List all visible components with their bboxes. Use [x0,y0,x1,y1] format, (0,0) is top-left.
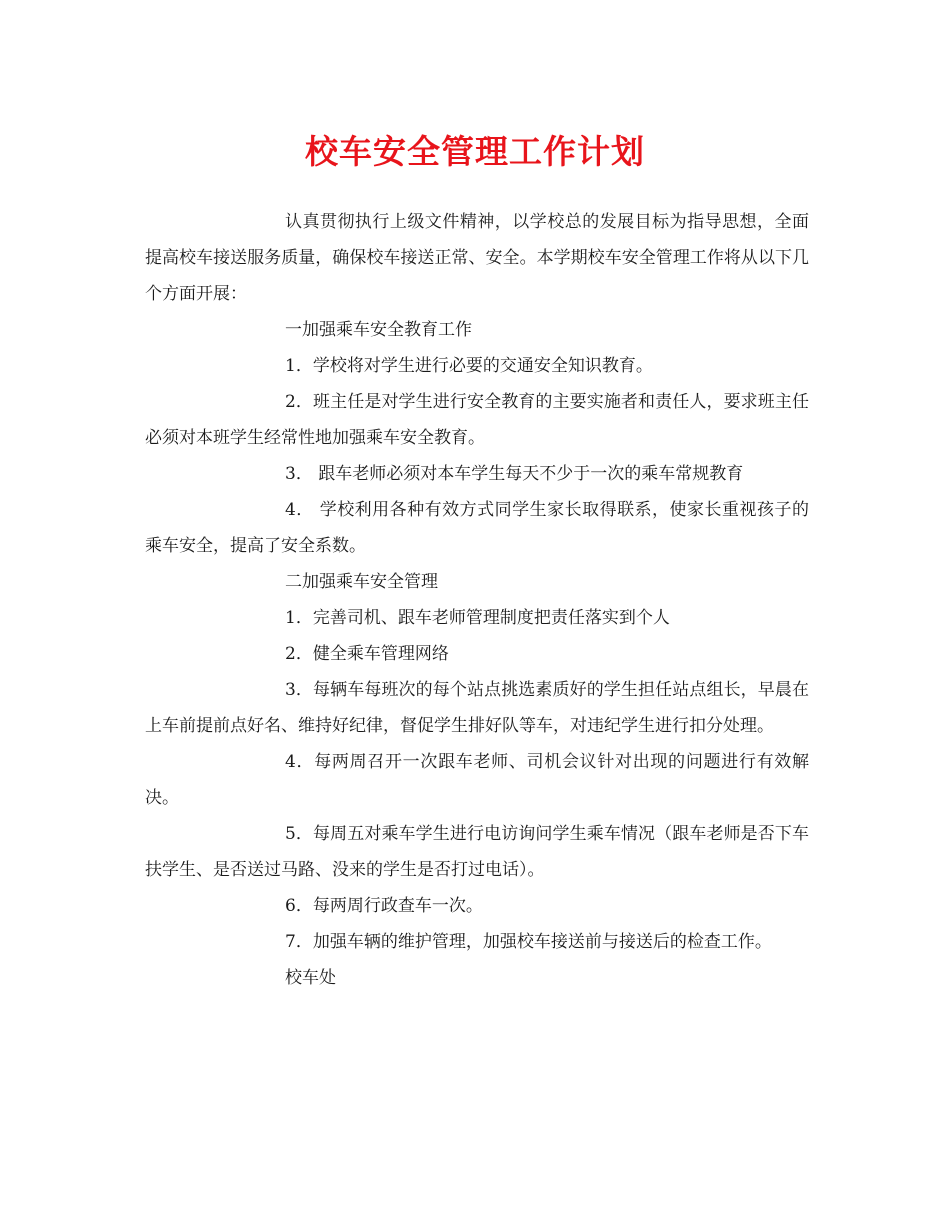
section-2-item-4: 4．每两周召开一次跟车老师、司机会议针对出现的问题进行有效解决。 [145,752,809,808]
section-2-item-3: 3．每辆车每班次的每个站点挑选素质好的学生担任站点组长，早晨在上车前提前点好名、维持好纪律，督促学生排好队等车，对违纪学生进行扣分处理。 [145,680,809,736]
section-1-item-2: 2．班主任是对学生进行安全教育的主要实施者和责任人，要求班主任必须对本班学生经常性地加强乘车安全教育。 [145,392,809,448]
section-2-item-6: 6．每两周行政查车一次。 [285,896,483,916]
section-2-item-2: 2．健全乘车管理网络 [285,644,449,664]
section-2-item-7: 7．加强车辆的维护管理，加强校车接送前与接送后的检查工作。 [285,932,772,952]
signature-department: 校车处 [285,968,336,988]
section-1-item-4: 4． 学校利用各种有效方式同学生家长取得联系，使家长重视孩子的乘车安全，提高了安全系数。 [145,500,809,556]
section-1-item-1: 1．学校将对学生进行必要的交通安全知识教育。 [285,356,653,376]
section-heading-2: 二加强乘车安全管理 [285,572,438,592]
section-heading-1: 一加强乘车安全教育工作 [285,320,472,340]
intro-paragraph: 认真贯彻执行上级文件精神，以学校总的发展目标为指导思想，全面提高校车接送服务质量，确保校车接送正常、安全。本学期校车安全管理工作将从以下几个方面开展： [145,212,809,304]
document-body [145,204,809,996]
document-title: 校车安全管理工作计划 [305,132,645,171]
section-2-item-5: 5．每周五对乘车学生进行电访询问学生乘车情况（跟车老师是否下车扶学生、是否送过马路、没来的学生是否打过电话）。 [145,824,809,880]
section-2-item-1: 1．完善司机、跟车老师管理制度把责任落实到个人 [285,608,670,628]
section-1-item-3: 3． 跟车老师必须对本车学生每天不少于一次的乘车常规教育 [285,464,744,484]
